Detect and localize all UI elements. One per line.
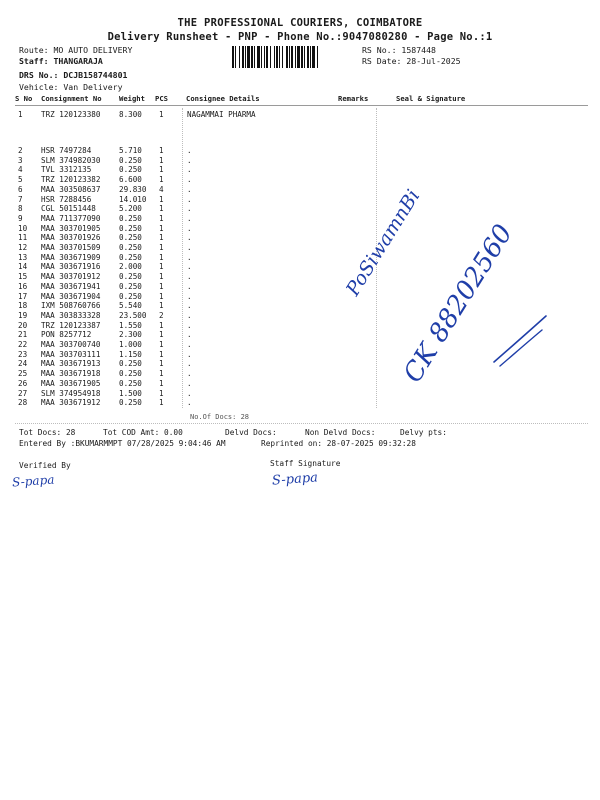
row-pieces: 1	[159, 110, 164, 119]
row-consignment-number: MAA 303508637	[41, 184, 101, 194]
rs-number: RS No.: 1587448	[362, 45, 436, 55]
row-pieces: 1	[159, 146, 164, 155]
row-consignee-details: .	[187, 310, 192, 320]
barcode-bar	[270, 46, 271, 68]
row-consignee-details: .	[187, 194, 192, 204]
pen-stroke-mark	[490, 310, 550, 370]
row-pieces: 1	[159, 291, 164, 301]
row-consignment-number: MAA 711377090	[41, 213, 101, 223]
staff-signature: S-papa	[271, 470, 319, 489]
table-row	[0, 156, 600, 166]
drs-number: DRS No.: DCJB158744801	[19, 70, 128, 80]
barcode-bar	[282, 46, 283, 68]
barcode-bar	[304, 46, 305, 68]
col-header-pcs: PCS	[155, 94, 168, 103]
row-weight: 1.500	[119, 388, 142, 398]
barcode-bar	[317, 46, 318, 68]
row-consignee-details: .	[187, 204, 192, 214]
row-weight: 0.250	[119, 281, 142, 291]
row-weight: 0.250	[119, 213, 142, 223]
row-consignee-details: .	[187, 175, 192, 185]
barcode-bar	[295, 46, 296, 68]
delivery-points: Delvy pts:	[400, 428, 447, 437]
row-consignment-number: MAA 303703111	[41, 349, 101, 359]
row-weight: 0.250	[119, 243, 142, 252]
row-serial-number: 10	[18, 223, 28, 233]
barcode-bar	[254, 46, 255, 68]
row-consignee-details: .	[187, 155, 192, 165]
row-pieces: 1	[159, 165, 164, 175]
entered-by: Entered By :BKUMARMMPT 07/28/2025 9:04:46 AM	[19, 439, 226, 448]
row-weight: 0.250	[119, 291, 142, 301]
barcode-bar	[235, 46, 236, 68]
row-serial-number: 13	[18, 252, 28, 262]
barcode-image	[232, 46, 356, 68]
total-cod-amount: Tot COD Amt: 0.00	[103, 428, 183, 437]
row-weight: 5.540	[119, 301, 142, 311]
row-consignment-number: SLM 374954918	[41, 388, 101, 398]
row-serial-number: 12	[18, 243, 28, 252]
barcode-bar	[261, 46, 262, 68]
row-consignee-details: .	[187, 378, 192, 388]
row-weight: 1.550	[119, 320, 142, 330]
row-pieces: 1	[159, 194, 164, 204]
row-weight: 2.000	[119, 262, 142, 272]
row-serial-number: 2	[18, 146, 23, 155]
row-consignment-number: PON 8257712	[41, 330, 92, 340]
row-consignment-number: MAA 303701926	[41, 233, 101, 243]
row-pieces: 1	[159, 175, 164, 185]
barcode-bar	[297, 46, 300, 68]
table-row	[0, 214, 600, 224]
rs-date: RS Date: 28-Jul-2025	[362, 56, 461, 66]
col-header-remarks: Remarks	[338, 94, 369, 103]
row-consignee-details: .	[187, 369, 192, 379]
row-serial-number: 14	[18, 262, 28, 272]
row-consignee-details: .	[187, 398, 192, 408]
table-row	[0, 195, 600, 205]
non-delivered-docs: Non Delvd Docs:	[305, 428, 376, 437]
receiver-number-handwriting: CK 88202560	[398, 219, 519, 388]
barcode-bar	[251, 46, 253, 68]
row-consignee-details: .	[187, 243, 192, 252]
row-consignee-details: .	[187, 262, 192, 272]
row-consignment-number: MAA 303701905	[41, 223, 101, 233]
row-pieces: 1	[159, 213, 164, 223]
barcode-bar	[266, 46, 268, 68]
row-consignee-details: .	[187, 184, 192, 194]
row-serial-number: 18	[18, 301, 28, 311]
table-row	[0, 369, 600, 379]
row-serial-number: 27	[18, 388, 28, 398]
col-header-seal-signature: Seal & Signature	[396, 94, 466, 103]
row-weight: 0.250	[119, 233, 142, 243]
table-row	[0, 282, 600, 292]
route-label: Route: MO AUTO DELIVERY	[19, 45, 133, 55]
row-weight: 6.600	[119, 175, 142, 185]
row-serial-number: 23	[18, 349, 28, 359]
verified-by-signature: S-papa	[11, 472, 55, 490]
row-consignment-number: MAA 303671904	[41, 291, 101, 301]
row-pieces: 1	[159, 340, 164, 349]
barcode-bar	[245, 46, 246, 68]
row-consignee-details: .	[187, 213, 192, 223]
company-title: THE PROFESSIONAL COURIERS, COIMBATORE	[177, 17, 423, 29]
row-pieces: 1	[159, 223, 164, 233]
row-serial-number: 8	[18, 204, 23, 214]
row-consignment-number: MAA 303671916	[41, 262, 101, 272]
row-consignment-number: SLM 374982030	[41, 155, 101, 165]
barcode-bar	[301, 46, 303, 68]
row-pieces: 1	[159, 262, 164, 272]
row-weight: 0.250	[119, 359, 142, 369]
barcode-bar	[286, 46, 288, 68]
row-weight: 0.250	[119, 165, 142, 175]
row-consignee-details: .	[187, 272, 192, 282]
table-row	[0, 204, 600, 214]
row-consignment-number: TRZ 120123382	[41, 175, 101, 185]
row-weight: 0.250	[119, 252, 142, 262]
barcode-bar	[264, 46, 265, 68]
row-consignment-number: MAA 303671941	[41, 281, 101, 291]
row-consignment-number: TVL 3312135	[41, 165, 92, 175]
row-consignee-details: .	[187, 301, 192, 311]
row-serial-number: 6	[18, 184, 23, 194]
row-weight: 2.300	[119, 330, 142, 340]
row-serial-number: 5	[18, 175, 23, 185]
staff-signature-label: Staff Signature	[270, 459, 341, 468]
row-serial-number: 22	[18, 340, 28, 349]
row-consignee-details: .	[187, 320, 192, 330]
row-pieces: 1	[159, 243, 164, 252]
row-serial-number: 4	[18, 165, 23, 175]
barcode-bar	[279, 46, 280, 68]
barcode-bar	[291, 46, 293, 68]
col-header-weight: Weight	[119, 94, 145, 103]
row-consignment-number: MAA 303671918	[41, 369, 101, 379]
row-serial-number: 3	[18, 155, 23, 165]
row-serial-number: 26	[18, 378, 28, 388]
row-consignee-details: .	[187, 340, 192, 349]
row-weight: 0.250	[119, 398, 142, 408]
col-header-consignee: Consignee Details	[186, 94, 260, 103]
barcode-bar	[232, 46, 234, 68]
row-serial-number: 25	[18, 369, 28, 379]
row-serial-number: 21	[18, 330, 28, 340]
row-pieces: 1	[159, 204, 164, 214]
row-consignee-details: NAGAMMAI PHARMA	[187, 110, 256, 119]
row-serial-number: 11	[18, 233, 28, 243]
table-row	[0, 379, 600, 389]
row-consignment-number: HSR 7288456	[41, 194, 92, 204]
barcode-bar	[307, 46, 309, 68]
row-consignment-number: MAA 303700740	[41, 340, 101, 349]
row-pieces: 1	[159, 359, 164, 369]
row-serial-number: 1	[18, 110, 23, 119]
row-weight: 0.250	[119, 378, 142, 388]
table-row	[0, 272, 600, 282]
row-weight: 0.250	[119, 272, 142, 282]
row-serial-number: 17	[18, 291, 28, 301]
row-consignee-details: .	[187, 281, 192, 291]
row-serial-number: 16	[18, 281, 28, 291]
barcode-bar	[312, 46, 315, 68]
row-pieces: 1	[159, 233, 164, 243]
row-weight: 14.010	[119, 194, 147, 204]
row-consignee-details: .	[187, 291, 192, 301]
row-pieces: 2	[159, 310, 164, 320]
row-consignment-number: MAA 303671905	[41, 378, 101, 388]
row-pieces: 1	[159, 349, 164, 359]
col-header-sno: S No	[15, 94, 33, 103]
row-pieces: 1	[159, 369, 164, 379]
staff-label: Staff: THANGARAJA	[19, 56, 103, 66]
row-consignment-number: MAA 303833328	[41, 310, 101, 320]
total-docs: Tot Docs: 28	[19, 428, 76, 437]
row-serial-number: 7	[18, 194, 23, 204]
row-consignee-details: .	[187, 252, 192, 262]
table-row	[0, 253, 600, 263]
delivered-docs: Delvd Docs:	[225, 428, 277, 437]
row-consignee-details: .	[187, 223, 192, 233]
row-pieces: 1	[159, 252, 164, 262]
table-row	[0, 292, 600, 302]
barcode-bar	[239, 46, 240, 68]
row-pieces: 1	[159, 155, 164, 165]
row-weight: 0.250	[119, 369, 142, 379]
row-serial-number: 28	[18, 398, 28, 408]
barcode-bar	[274, 46, 275, 68]
row-consignment-number: MAA 303671909	[41, 252, 101, 262]
row-consignee-details: .	[187, 349, 192, 359]
row-serial-number: 15	[18, 272, 28, 282]
header-divider	[15, 105, 588, 106]
table-row	[0, 165, 600, 175]
row-serial-number: 20	[18, 320, 28, 330]
verified-by-label: Verified By	[19, 461, 71, 470]
row-pieces: 1	[159, 330, 164, 340]
row-pieces: 1	[159, 388, 164, 398]
table-row	[0, 398, 600, 408]
row-consignment-number: MAA 303671913	[41, 359, 101, 369]
row-consignment-number: HSR 7497284	[41, 146, 92, 155]
row-consignment-number: MAA 303701912	[41, 272, 101, 282]
row-weight: 23.500	[119, 310, 147, 320]
row-consignment-number: CGL 50151448	[41, 204, 96, 214]
row-consignment-number: MAA 303701509	[41, 243, 101, 252]
barcode-bar	[276, 46, 278, 68]
barcode-bar	[242, 46, 244, 68]
row-consignment-number: IXM 508760766	[41, 301, 101, 311]
receiver-name-handwriting: PoSiwamnBi	[342, 185, 425, 300]
row-consignee-details: .	[187, 233, 192, 243]
reprinted-on: Reprinted on: 28-07-2025 09:32:28	[261, 439, 416, 448]
no-of-docs: No.Of Docs: 28	[190, 413, 250, 421]
barcode-bar	[289, 46, 290, 68]
row-weight: 1.150	[119, 349, 142, 359]
row-weight: 0.250	[119, 223, 142, 233]
row-pieces: 1	[159, 272, 164, 282]
table-row	[0, 146, 600, 156]
row-consignee-details: .	[187, 146, 192, 155]
row-consignee-details: .	[187, 330, 192, 340]
row-pieces: 1	[159, 378, 164, 388]
table-bottom-line	[15, 423, 588, 424]
row-pieces: 4	[159, 184, 164, 194]
table-row	[0, 185, 600, 195]
row-consignee-details: .	[187, 388, 192, 398]
row-weight: 5.200	[119, 204, 142, 214]
barcode-bar	[247, 46, 250, 68]
row-weight: 8.300	[119, 110, 142, 119]
row-pieces: 1	[159, 301, 164, 311]
row-serial-number: 19	[18, 310, 28, 320]
row-consignment-number: TRZ 120123380	[41, 110, 101, 119]
table-row	[0, 110, 600, 120]
row-weight: 29.830	[119, 184, 147, 194]
row-consignment-number: TRZ 120123387	[41, 320, 101, 330]
col-header-consignment: Consignment No	[41, 94, 102, 103]
row-serial-number: 9	[18, 213, 23, 223]
row-pieces: 1	[159, 281, 164, 291]
row-weight: 1.000	[119, 340, 142, 349]
table-row	[0, 389, 600, 399]
table-row	[0, 175, 600, 185]
barcode-bar	[257, 46, 260, 68]
row-weight: 0.250	[119, 155, 142, 165]
row-consignee-details: .	[187, 359, 192, 369]
runsheet-subtitle: Delivery Runsheet - PNP - Phone No.:9047080280 - Page No.:1	[107, 31, 493, 43]
row-consignment-number: MAA 303671912	[41, 398, 101, 408]
vehicle-label: Vehicle: Van Delivery	[19, 82, 123, 92]
row-weight: 5.710	[119, 146, 142, 155]
barcode-bar	[310, 46, 311, 68]
row-consignee-details: .	[187, 165, 192, 175]
row-serial-number: 24	[18, 359, 28, 369]
row-pieces: 1	[159, 320, 164, 330]
table-row	[0, 262, 600, 272]
row-pieces: 1	[159, 398, 164, 408]
